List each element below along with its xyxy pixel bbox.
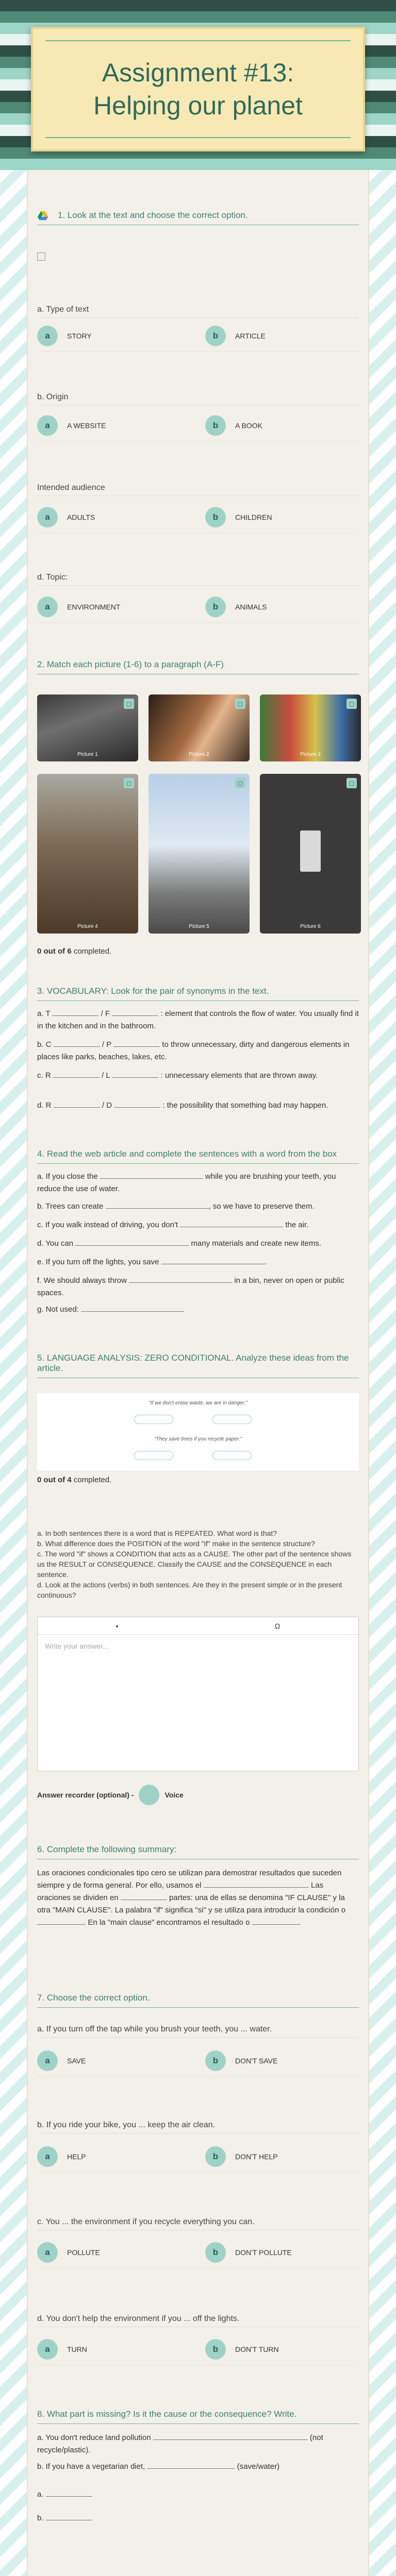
q7-a-option-b[interactable] [205, 2050, 360, 2071]
q4-b-text-end: , so we have to preserve them. [208, 1202, 315, 1211]
q1-title: 1. Look at the text and choose the correct option. [37, 210, 359, 225]
light-switch-shape [300, 831, 321, 872]
q8-answer-b [37, 2512, 359, 2524]
divider [37, 2172, 359, 2173]
q3-a-definition: : element that controls the flow of water. You usually find it in the kitchen and in the bathroom. [37, 1009, 359, 1030]
q6-blank-2[interactable] [121, 1893, 167, 1900]
q3-d-blank-2[interactable] [114, 1100, 160, 1108]
q5-question-a: a. In both sentences there is a word that is REPEATED. What word is that? [37, 1529, 277, 1537]
q3-c-blank-1[interactable] [53, 1071, 100, 1078]
option-label: A BOOK [235, 421, 262, 430]
answer-placeholder: Write your answer... [45, 1642, 109, 1650]
drop-target-icon: ▢ [235, 778, 245, 788]
q4-line-a [37, 1171, 359, 1195]
q4-d-blank[interactable] [75, 1239, 189, 1246]
q5-progress [37, 1476, 111, 1484]
q6-title: 6. Complete the following summary: [37, 1844, 359, 1859]
picture-2[interactable] [148, 694, 250, 761]
q4-e-blank[interactable] [161, 1257, 265, 1264]
q4-a-text-end: while you are brushing your teeth, you reduce the use of water. [37, 1172, 336, 1193]
q4-e-text: e. If you turn off the lights, you save [37, 1258, 159, 1266]
bullet-list-icon[interactable]: • [116, 1621, 119, 1630]
q1-b-label: b. Origin [37, 393, 359, 405]
q1-a-option-b[interactable] [205, 326, 360, 346]
q1-d-label: d. Topic: [37, 573, 359, 586]
q5-question-d: d. Look at the actions (verbs) in both sentences. Are they in the present simple or in the present continuous? [37, 1581, 342, 1599]
q5-sentence-1: "If we don't erase waste, we are in danger." [148, 1400, 248, 1406]
q1-d-option-a[interactable] [37, 597, 192, 617]
q2-title: 2. Match each picture (1-6) to a paragraph (A-F) [37, 659, 359, 674]
worksheet [27, 170, 369, 2576]
q4-g-text: g. Not used: [37, 1305, 79, 1314]
q8-title: 8. What part is missing? Is it the cause or the consequence? Write. [37, 2409, 359, 2424]
option-badge: a [37, 2339, 58, 2360]
q7-b-option-b[interactable] [205, 2146, 360, 2167]
q6-text-4: . En la "main clause" encontramos el resultado o [84, 1918, 250, 1927]
divider [37, 622, 359, 623]
divider [37, 441, 359, 442]
q3-line-a [37, 1008, 359, 1032]
q8-a-text: a. You don't reduce land pollution [37, 2433, 151, 2442]
option-badge: a [37, 2050, 58, 2071]
q7-a-option-a[interactable] [37, 2050, 192, 2071]
drop-target-icon: ▢ [124, 778, 134, 788]
option-badge: b [205, 326, 226, 346]
title-card [31, 27, 365, 151]
q3-c-definition: : unnecessary elements that are thrown away. [160, 1071, 318, 1080]
option-label: DON'T SAVE [235, 2057, 278, 2065]
option-label: ARTICLE [235, 332, 266, 340]
option-label: POLLUTE [67, 2248, 100, 2257]
q4-f-text-end: in a bin, never on open or public spaces. [37, 1276, 344, 1297]
q8-answer-a [37, 2488, 359, 2501]
q5-drop-3[interactable] [134, 1451, 173, 1460]
q4-c-blank[interactable] [180, 1220, 283, 1227]
option-badge: b [205, 2339, 226, 2360]
option-label: DON'T HELP [235, 2153, 278, 2161]
q4-line-c [37, 1219, 359, 1231]
q7-c-label: c. You ... the environment if you recycle everything you can. [37, 2217, 359, 2230]
q4-f-text: f. We should always throw [37, 1276, 127, 1285]
q4-b-text: b. Trees can create [37, 1202, 104, 1211]
option-label: CHILDREN [235, 513, 272, 521]
q7-b-label: b. If you ride your bike, you ... keep the air clean. [37, 2121, 359, 2133]
q1-c-option-b[interactable] [205, 507, 360, 528]
q5-question-b: b. What difference does the POSITION of the word "if" make in the sentence structure? [37, 1539, 315, 1548]
drop-target-icon: ▢ [346, 699, 357, 709]
q7-a-label: a. If you turn off the tap while you brush your teeth, you ... water. [37, 2025, 359, 2038]
option-badge: a [37, 326, 58, 346]
q5-title: 5. LANGUAGE ANALYSIS: ZERO CONDITIONAL. Analyze these ideas from the article. [37, 1353, 359, 1378]
q4-title: 4. Read the web article and complete the sentences with a word from the box [37, 1149, 359, 1164]
option-label: ENVIRONMENT [67, 603, 121, 611]
q3-line-d [37, 1099, 359, 1112]
divider [37, 351, 359, 352]
q3-line-b [37, 1039, 359, 1063]
q3-c-letter: c. R [37, 1071, 51, 1080]
drop-target-icon: ▢ [124, 699, 134, 709]
broken-image-icon [37, 252, 45, 261]
q4-line-g [37, 1303, 359, 1316]
q3-b-blank-2[interactable] [113, 1040, 160, 1047]
q3-c-blank-2[interactable] [112, 1071, 158, 1078]
q5-progress-suffix: completed. [71, 1476, 112, 1484]
picture-label: Picture 6 [300, 924, 321, 929]
q4-a-text: a. If you close the [37, 1172, 98, 1181]
q4-a-blank[interactable] [100, 1172, 203, 1179]
q8-answer-b-label: b. [37, 2514, 44, 2522]
q8-answer-a-label: a. [37, 2490, 44, 2499]
q5-activity [37, 1393, 359, 1470]
editor-toolbar [38, 1617, 358, 1635]
recorder-label: Answer recorder (optional) - [37, 1791, 134, 1799]
q5-question-c: c. The word "if" shows a CONDITION that acts as a CAUSE. The other part of the sentence shows us the RESULT or CONSEQUENCE. Classify the CAUSE and the CONSEQUENCE in each sentence. [37, 1550, 352, 1579]
picture-6[interactable] [260, 774, 361, 934]
q4-d-text: d. You can [37, 1239, 74, 1248]
q8-line-b [37, 2461, 359, 2473]
q8-b-blank[interactable] [147, 2462, 235, 2469]
q4-line-f [37, 1275, 359, 1299]
q8-answer-b-blank[interactable] [46, 2513, 92, 2520]
drop-target-icon: ▢ [346, 778, 357, 788]
page-title: Assignment #13: Helping our planet [93, 58, 303, 120]
option-badge: a [37, 415, 58, 436]
q1-a-label: a. Type of text [37, 305, 359, 318]
q5-drop-2[interactable] [212, 1415, 252, 1424]
q7-d-option-a[interactable] [37, 2339, 192, 2360]
q3-d-definition: : the possibility that something bad may happen. [162, 1101, 328, 1110]
q3-a-slash: / F [101, 1009, 110, 1018]
q6-text-5: . [298, 1918, 301, 1927]
option-badge: b [205, 2146, 226, 2167]
option-badge: a [37, 2146, 58, 2167]
q2-progress [37, 947, 111, 956]
option-badge: b [205, 597, 226, 617]
option-label: ADULTS [67, 513, 95, 521]
q3-d-letter: d. R [37, 1101, 52, 1110]
option-label: DON'T POLLUTE [235, 2248, 292, 2257]
q4-line-b [37, 1200, 359, 1213]
q8-a-hint: (not recycle/plastic). [37, 2433, 323, 2454]
q4-e-text-end: . [264, 1258, 267, 1266]
q1-c-label: Intended audience [37, 483, 359, 496]
q7-c-option-a[interactable] [37, 2242, 192, 2263]
q3-a-blank-2[interactable] [112, 1009, 158, 1016]
q8-answer-a-blank[interactable] [46, 2489, 92, 2497]
q8-a-blank[interactable] [153, 2433, 308, 2440]
q1-a-option-a[interactable] [37, 326, 192, 346]
option-label: STORY [67, 332, 92, 340]
q3-title: 3. VOCABULARY: Look for the pair of synonyms in the text. [37, 986, 359, 1001]
picture-label: Picture 5 [189, 924, 209, 929]
q6-text-1: Las oraciones condicionales tipo cero se utilizan para demostrar resultados que suceden siempre y de forma general. Por ello, usamos el [37, 1869, 342, 1890]
option-label: SAVE [67, 2057, 86, 2065]
option-badge: b [205, 2242, 226, 2263]
q6-blank-1[interactable] [204, 1880, 307, 1888]
q4-line-d [37, 1238, 359, 1250]
q1-b-option-b[interactable] [205, 415, 360, 436]
q3-a-letter: a. T [37, 1009, 51, 1018]
microphone-icon[interactable] [139, 1785, 159, 1805]
q6-blank-3[interactable] [37, 1918, 84, 1925]
option-label: A WEBSITE [67, 421, 106, 430]
q6-text-3: partes: una de ellas se denomina "IF CLAUSE" y la otra "MAIN CLAUSE". La palabra "if" significa "si" y se utiliza para introducir la condición o [37, 1893, 346, 1914]
q4-g-blank[interactable] [81, 1304, 184, 1312]
q3-line-c [37, 1070, 359, 1082]
q3-b-slash: / P [102, 1040, 111, 1049]
q3-b-blank-1[interactable] [54, 1040, 100, 1047]
divider [37, 2076, 359, 2077]
option-badge: a [37, 507, 58, 528]
q6-text-2: . Las oraciones se dividen en [37, 1881, 324, 1902]
q7-d-label: d. You don't help the environment if you ... off the lights. [37, 2314, 359, 2327]
option-badge: b [205, 507, 226, 528]
special-char-icon[interactable]: Ω [274, 1621, 280, 1630]
option-badge: a [37, 597, 58, 617]
q7-b-option-a[interactable] [37, 2146, 192, 2167]
q4-f-blank[interactable] [129, 1276, 232, 1283]
q3-a-blank-1[interactable] [52, 1009, 98, 1016]
q5-sentence-2: "They save trees if you recycle paper." [154, 1436, 242, 1442]
q5-questions [37, 1528, 359, 1600]
picture-4[interactable] [37, 774, 138, 934]
option-badge: a [37, 2242, 58, 2263]
q5-drop-4[interactable] [212, 1451, 252, 1460]
q5-progress-count: 0 out of 4 [37, 1476, 72, 1484]
option-label: ANIMALS [235, 603, 267, 611]
option-label: TURN [67, 2345, 87, 2353]
picture-1[interactable] [37, 694, 138, 761]
q6-blank-4[interactable] [252, 1918, 299, 1925]
q2-progress-count: 0 out of 6 [37, 947, 72, 956]
q1-b-option-a[interactable] [37, 415, 192, 436]
answer-recorder [37, 1785, 184, 1805]
picture-3[interactable] [260, 694, 361, 761]
option-label: HELP [67, 2153, 86, 2161]
q2-progress-suffix: completed. [71, 947, 112, 956]
picture-label: Picture 2 [189, 752, 209, 757]
q3-c-slash: / L [102, 1071, 110, 1080]
option-badge: b [205, 2050, 226, 2071]
q4-c-text: c. If you walk instead of driving, you don't [37, 1221, 178, 1229]
q5-drop-1[interactable] [134, 1415, 173, 1424]
q3-d-slash: / D [102, 1101, 112, 1110]
q4-d-text-end: many materials and create new items. [191, 1239, 322, 1248]
q3-b-letter: b. C [37, 1040, 52, 1049]
picture-5[interactable] [148, 774, 250, 934]
picture-label: Picture 1 [77, 752, 98, 757]
q4-c-text-end: the air. [285, 1221, 309, 1229]
answer-editor[interactable] [37, 1617, 359, 1771]
q7-title: 7. Choose the correct option. [37, 1993, 359, 2008]
q1-c-option-a[interactable] [37, 507, 192, 528]
q3-b-definition: to throw unnecessary, dirty and dangerous elements in places like parks, beaches, lakes, etc. [37, 1040, 350, 1061]
q4-line-e [37, 1256, 359, 1268]
q7-d-option-b[interactable] [205, 2339, 360, 2360]
option-badge: b [205, 415, 226, 436]
picture-label: Picture 4 [77, 924, 98, 929]
picture-label: Picture 3 [300, 752, 321, 757]
drop-target-icon: ▢ [235, 699, 245, 709]
option-label: DON'T TURN [235, 2345, 279, 2353]
q4-b-blank[interactable] [106, 1201, 209, 1209]
q7-c-option-b[interactable] [205, 2242, 360, 2263]
q8-b-text: b. If you have a vegetarian diet, [37, 2462, 145, 2471]
q6-summary [37, 1867, 359, 1929]
q1-d-option-b[interactable] [205, 597, 360, 617]
voice-label: Voice [164, 1791, 184, 1799]
q8-b-hint: (save/water) [237, 2462, 280, 2471]
q8-line-a [37, 2432, 359, 2456]
q3-d-blank-1[interactable] [54, 1100, 100, 1108]
